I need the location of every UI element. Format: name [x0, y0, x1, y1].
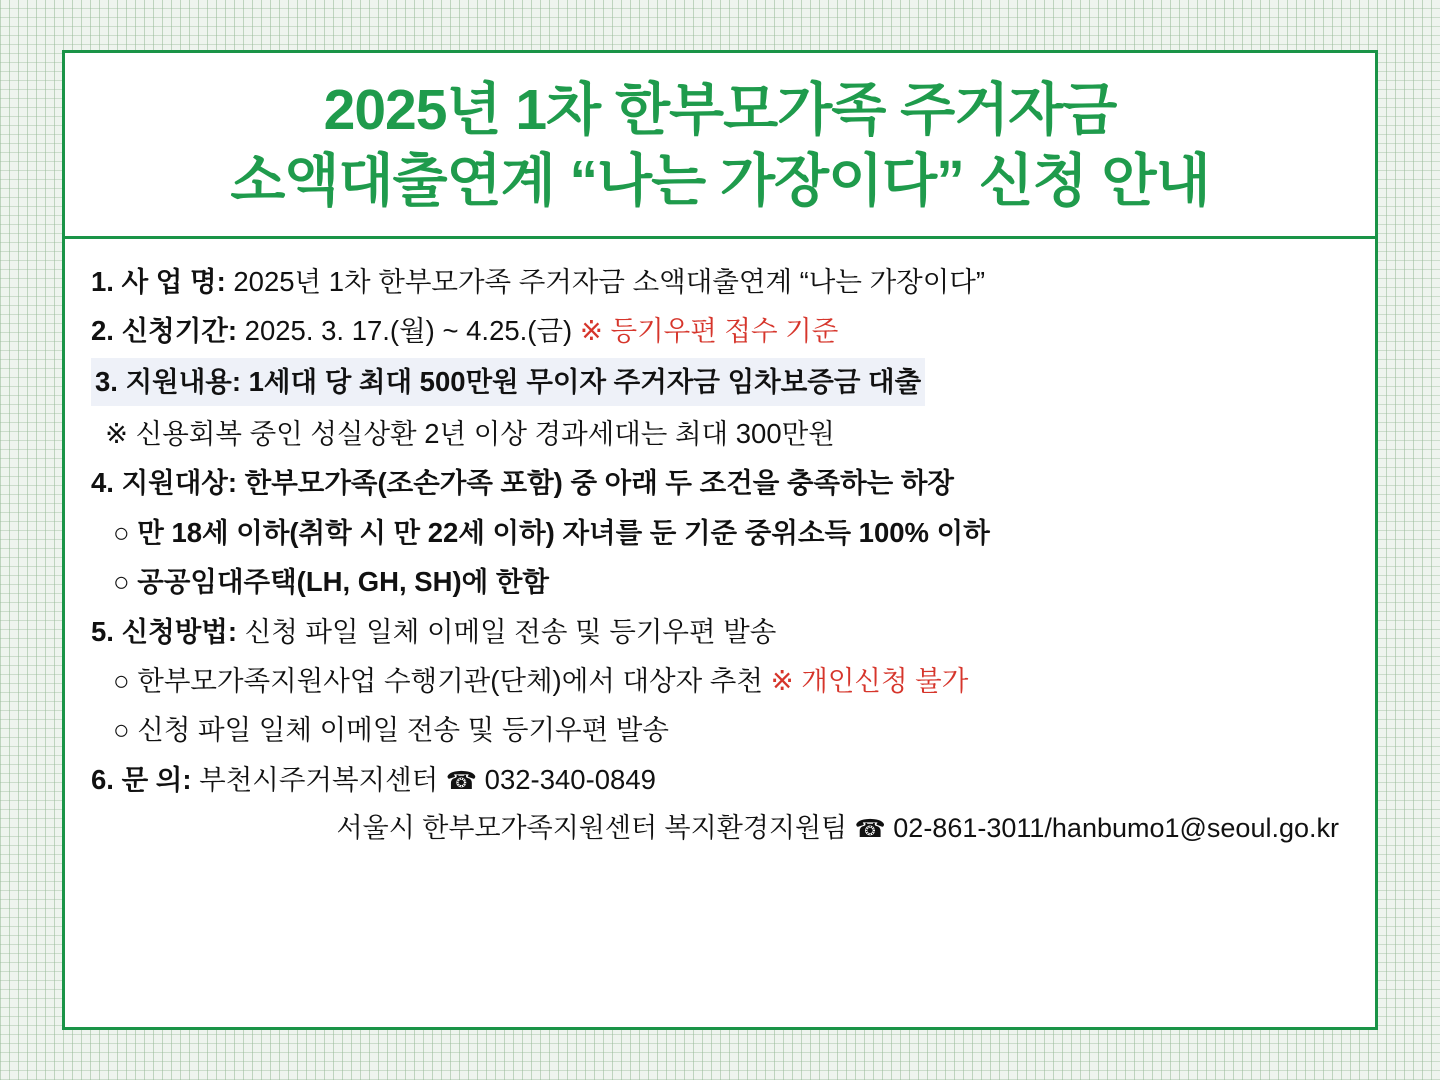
page-title-line-1: 2025년 1차 한부모가족 주거자금	[323, 78, 1117, 142]
item-2-number: 2.	[91, 314, 114, 346]
footer-contact-value: 02-861-3011/hanbumo1@seoul.go.kr	[893, 813, 1339, 844]
method-detail-2-text: 신청 파일 일체 이메일 전송 및 등기우편 발송	[137, 714, 669, 746]
item-1-separator: :	[216, 265, 226, 297]
item-5-label: 신청방법:	[121, 615, 237, 647]
item-support-target	[91, 458, 1349, 507]
item-application-period	[91, 306, 1349, 355]
item-support-note	[91, 409, 1349, 458]
method-detail-1-text: 한부모가족지원사업 수행기관(단체)에서 대상자 추천	[137, 665, 763, 696]
item-3-label: 지원내용:	[125, 366, 241, 398]
item-5-number: 5.	[91, 615, 114, 647]
item-2-value: 2025. 3. 17.(월) ~ 4.25.(금)	[244, 314, 573, 346]
item-6-value: 부천시주거복지센터	[199, 763, 439, 795]
bullet-icon: ○	[113, 714, 130, 746]
item-1-label: 사 업 명	[121, 265, 217, 297]
target-condition-1-text: 만 18세 이하(취학 시 만 22세 이하) 자녀를 둔 기준 중위소득 100% 이하	[137, 516, 990, 548]
page-title-line-2: 소액대출연계 “나는 가장이다” 신청 안내	[230, 149, 1210, 214]
item-6-number: 6.	[91, 763, 114, 795]
item-5-value: 신청 파일 일체 이메일 전송 및 등기우편 발송	[244, 615, 777, 647]
item-1-value: 2025년 1차 한부모가족 주거자금 소액대출연계 “나는 가장이다”	[233, 265, 985, 297]
item-business-name	[91, 257, 1349, 306]
item-4-value: 한부모가족(조손가족 포함) 중 아래 두 조건을 충족하는 하장	[244, 467, 954, 499]
item-1-number: 1.	[91, 265, 114, 297]
item-6-label: 문 의:	[121, 763, 192, 795]
item-3-value: 1세대 당 최대 500만원 무이자 주거자금 임차보증금 대출	[248, 366, 922, 398]
method-detail-2	[91, 705, 1349, 754]
item-2-separator: :	[227, 314, 238, 346]
method-detail-1	[91, 656, 1349, 705]
item-2-label: 신청기간	[121, 314, 228, 346]
telephone-icon: ☎	[445, 766, 478, 795]
item-application-method	[91, 607, 1349, 656]
bullet-icon: ○	[113, 566, 130, 598]
bullet-icon: ○	[113, 665, 130, 696]
footer-org: 서울시 한부모가족지원센터 복지환경지원팀	[336, 813, 848, 844]
target-condition-1	[91, 508, 1349, 557]
telephone-icon: ☎	[854, 815, 886, 844]
item-3-highlight	[91, 358, 925, 405]
method-detail-1-note: ※ 개인신청 불가	[770, 665, 969, 696]
target-condition-2	[91, 557, 1349, 606]
item-6-phone: 032-340-0849	[484, 763, 656, 795]
item-support-content	[91, 355, 1349, 408]
poster-body	[65, 239, 1375, 854]
item-3-sub-note: ※ 신용회복 중인 성실상환 2년 이상 경과세대는 최대 300만원	[105, 417, 835, 449]
item-3-number: 3.	[95, 366, 118, 398]
poster-title-block	[65, 53, 1375, 239]
item-2-note: ※ 등기우편 접수 기준	[579, 314, 839, 346]
footer-contact	[91, 804, 1349, 853]
target-condition-2-text: 공공임대주택(LH, GH, SH)에 한함	[137, 566, 549, 598]
poster-card	[62, 50, 1378, 1030]
item-inquiry	[91, 755, 1349, 805]
bullet-icon: ○	[113, 516, 130, 548]
item-4-label: 지원대상:	[121, 467, 237, 499]
item-4-number: 4.	[91, 467, 114, 499]
